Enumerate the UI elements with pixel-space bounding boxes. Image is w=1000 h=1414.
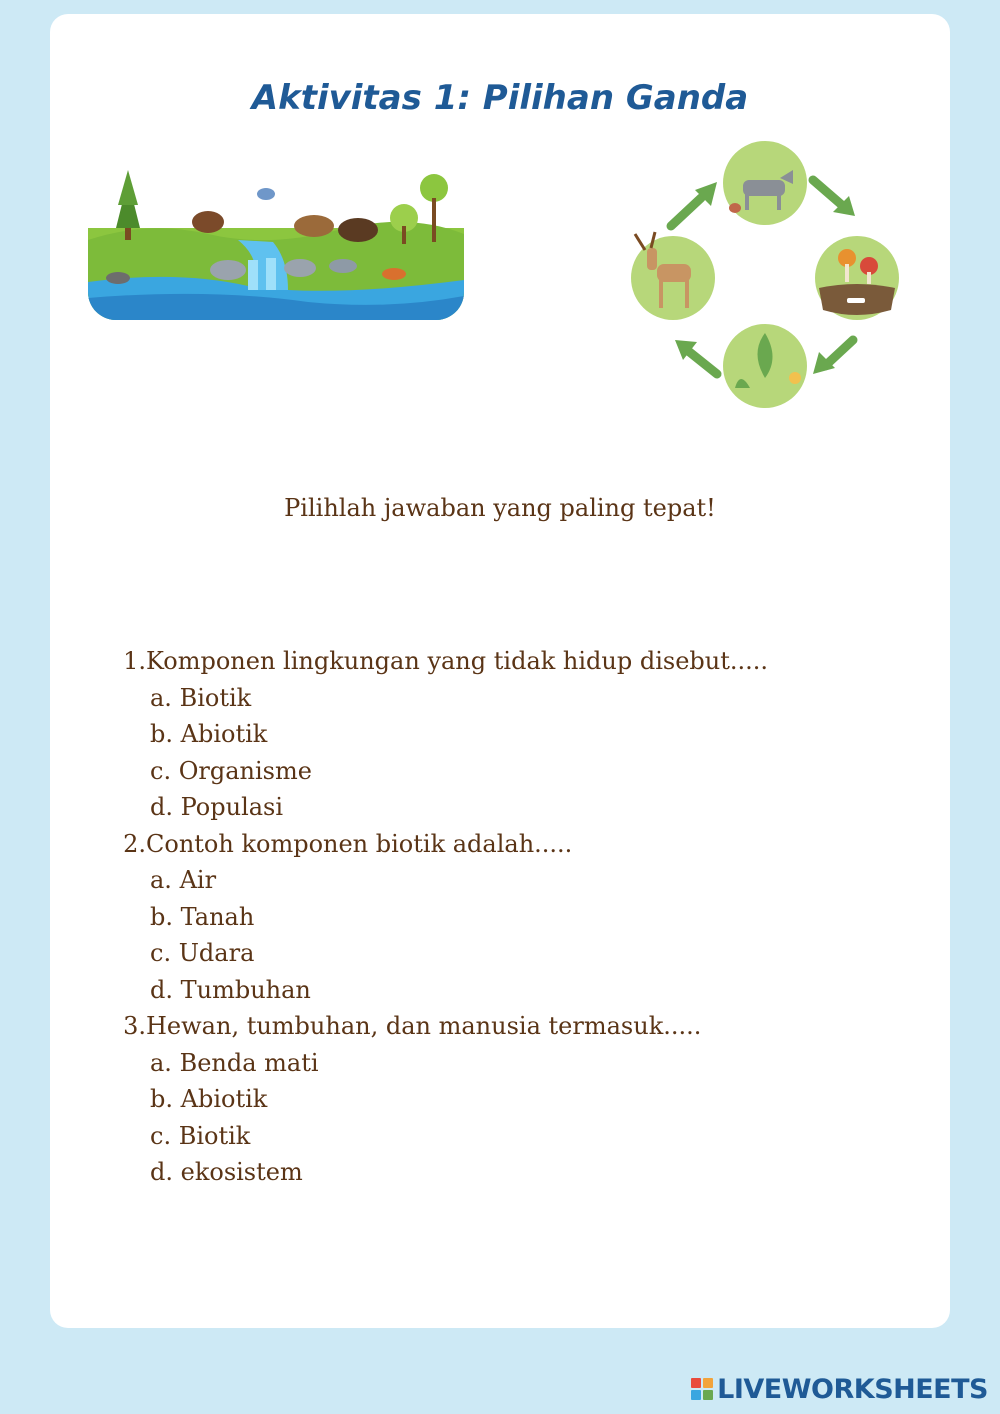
liveworksheets-logo[interactable] [691,1372,988,1406]
option-1c[interactable]: c. Organisme [150,756,312,785]
option-2b[interactable]: b. Tanah [150,902,255,931]
option-3b[interactable]: b. Abiotik [150,1085,268,1113]
option-1b[interactable]: b. Abiotik [150,720,268,748]
option-3c[interactable]: c. Biotik [150,1121,251,1150]
question-text: Hewan, tumbuhan, dan manusia termasuk..... [146,1012,702,1040]
question-number: 2. [123,829,146,858]
question-number: 1. [123,647,146,675]
question-2 [118,826,878,863]
question-list [118,643,878,1191]
option-2c[interactable]: c. Udara [150,939,255,967]
page-title: Aktivitas 1: Pilihan Ganda [251,78,749,118]
option-1d[interactable]: d. Populasi [150,793,284,821]
question-3 [118,1008,878,1045]
ecosystem-cycle-illustration [625,138,905,413]
question-1 [118,643,878,680]
question-number: 3. [123,1012,146,1040]
brand-name: LIVEWORKSHEETS [717,1373,988,1405]
ecosystem-illustration [88,170,464,320]
option-3a[interactable]: a. Benda mati [150,1048,319,1077]
question-text: Komponen lingkungan yang tidak hidup disebut..... [146,647,769,675]
option-3d[interactable]: d. ekosistem [150,1158,303,1186]
instruction-text: Pilihlah jawaban yang paling tepat! [284,494,716,522]
option-2d[interactable]: d. Tumbuhan [150,975,311,1004]
option-2a[interactable]: a. Air [150,866,217,894]
option-1a[interactable]: a. Biotik [150,683,252,712]
question-text: Contoh komponen biotik adalah..... [146,829,573,858]
logo-grid-icon [691,1378,713,1400]
